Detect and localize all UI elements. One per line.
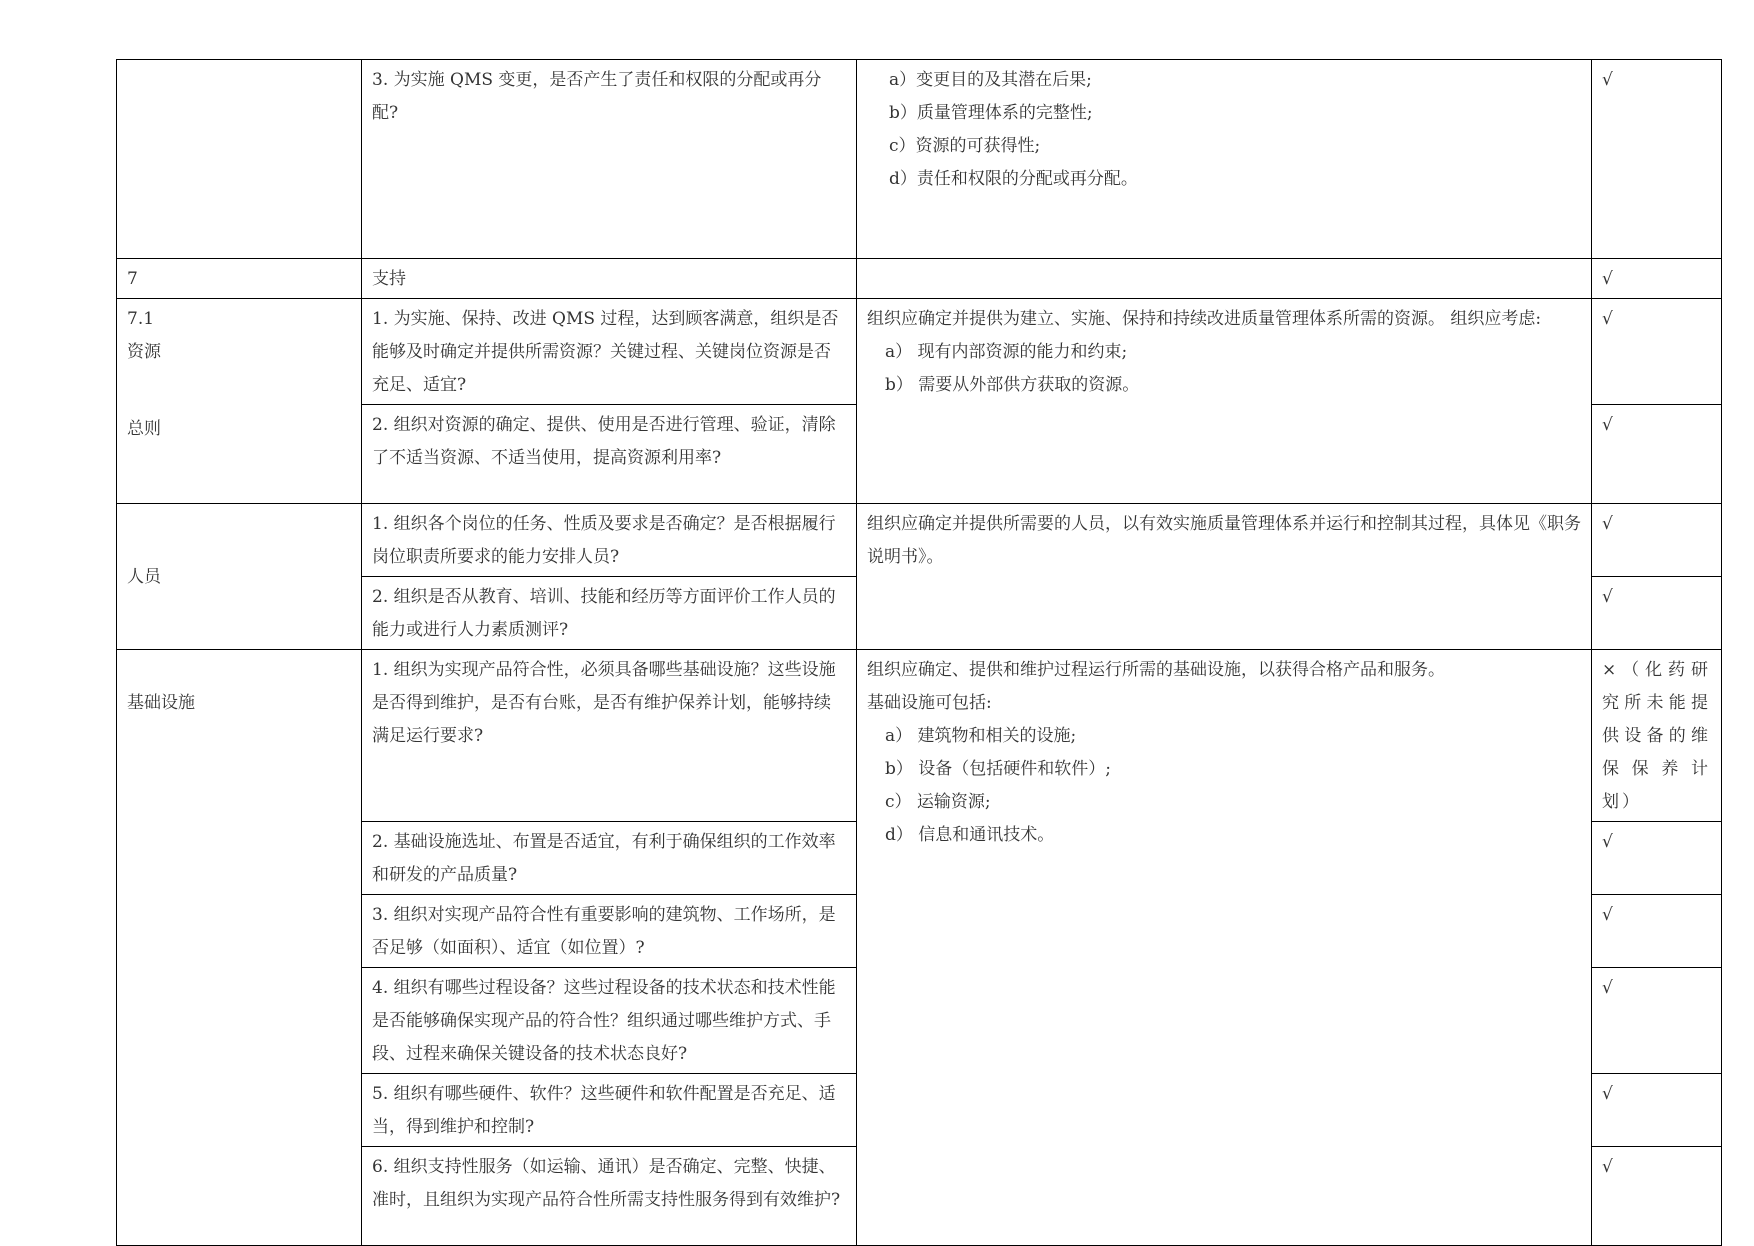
spacer — [127, 369, 351, 413]
check-mark: √ — [1592, 504, 1722, 577]
requirement-item: d） 信息和通讯技术。 — [885, 825, 1055, 845]
question-cell: 1. 组织为实现产品符合性，必须具备哪些基础设施？这些设施是否得到维护，是否有台账，是否有维护保养计划，能够持续满足运行要求? — [362, 650, 857, 822]
check-mark: √ — [1592, 259, 1722, 299]
requirement-intro: 基础设施可包括: — [867, 693, 992, 713]
clause-number: 7.1 — [127, 309, 155, 329]
check-mark: √ — [1592, 1147, 1722, 1246]
question-cell: 6. 组织支持性服务（如运输、通讯）是否确定、完整、快捷、准时，且组织为实现产品符合性所需支持性服务得到有效维护? — [362, 1147, 857, 1246]
question-cell: 2. 组织是否从教育、培训、技能和经历等方面评价工作人员的能力或进行人力素质测评? — [362, 577, 857, 650]
requirement-cell — [857, 650, 1592, 1246]
table-row — [117, 299, 1722, 405]
requirement-item: b） 设备（包括硬件和软件）; — [885, 759, 1112, 779]
clause-number: 7 — [117, 259, 362, 299]
question-cell: 2. 组织对资源的确定、提供、使用是否进行管理、验证，清除了不适当资源、不适当使用，提高资源利用率? — [362, 405, 857, 504]
check-mark: √ — [1592, 60, 1722, 259]
requirement-item: d）责任和权限的分配或再分配。 — [889, 169, 1138, 189]
requirement-item: a） 现有内部资源的能力和约束; — [885, 342, 1128, 362]
clause-title: 资源 — [127, 342, 161, 362]
check-mark: ×（化药研究所未能提供设备的维保保养计划） — [1592, 650, 1722, 822]
requirement-item: a） 建筑物和相关的设施; — [885, 726, 1077, 746]
table-row — [117, 504, 1722, 577]
clause-cell — [117, 650, 362, 1246]
requirement-item: a）变更目的及其潜在后果; — [889, 70, 1092, 90]
check-mark: √ — [1592, 577, 1722, 650]
requirement-intro: 组织应确定、提供和维护过程运行所需的基础设施，以获得合格产品和服务。 — [867, 660, 1445, 680]
requirement-cell — [857, 299, 1592, 504]
check-mark: √ — [1592, 299, 1722, 405]
clause-subtitle: 总则 — [127, 419, 161, 439]
requirement-cell — [857, 259, 1592, 299]
requirement-cell: 组织应确定并提供所需要的人员，以有效实施质量管理体系并运行和控制其过程，具体见《职务说明书》。 — [857, 504, 1592, 650]
question-cell: 2. 基础设施选址、布置是否适宜，有利于确保组织的工作效率和研发的产品质量? — [362, 822, 857, 895]
check-mark: √ — [1592, 405, 1722, 504]
requirement-item: b）质量管理体系的完整性; — [889, 103, 1093, 123]
requirement-item: c） 运输资源; — [885, 792, 991, 812]
table-row — [117, 650, 1722, 822]
check-mark: √ — [1592, 968, 1722, 1074]
question-cell: 3. 为实施 QMS 变更，是否产生了责任和权限的分配或再分配? — [362, 60, 857, 259]
question-cell: 3. 组织对实现产品符合性有重要影响的建筑物、工作场所，是否足够（如面积）、适宜（如位置）? — [362, 895, 857, 968]
check-mark: √ — [1592, 1074, 1722, 1147]
check-mark: √ — [1592, 895, 1722, 968]
requirement-intro: 组织应确定并提供为建立、实施、保持和持续改进质量管理体系所需的资源。 组织应考虑: — [867, 309, 1542, 329]
question-cell: 4. 组织有哪些过程设备？这些过程设备的技术状态和技术性能是否能够确保实现产品的符合性？组织通过哪些维护方式、手段、过程来确保关键设备的技术状态良好? — [362, 968, 857, 1074]
requirement-item: c）资源的可获得性; — [889, 136, 1041, 156]
question-cell: 5. 组织有哪些硬件、软件？这些硬件和软件配置是否充足、适当，得到维护和控制? — [362, 1074, 857, 1147]
clause-cell — [117, 299, 362, 504]
question-cell: 1. 组织各个岗位的任务、性质及要求是否确定？是否根据履行岗位职责所要求的能力安排人员? — [362, 504, 857, 577]
check-mark: √ — [1592, 822, 1722, 895]
audit-checklist-table — [116, 59, 1722, 1246]
table-row — [117, 60, 1722, 259]
requirement-cell — [857, 60, 1592, 259]
clause-title: 人员 — [117, 504, 362, 650]
table-row — [117, 259, 1722, 299]
requirement-item: b） 需要从外部供方获取的资源。 — [885, 375, 1140, 395]
question-cell: 1. 为实施、保持、改进 QMS 过程，达到顾客满意，组织是否能够及时确定并提供所需资源？关键过程、关键岗位资源是否充足、适宜? — [362, 299, 857, 405]
clause-cell — [117, 60, 362, 259]
spacer — [127, 654, 351, 687]
clause-title: 支持 — [362, 259, 857, 299]
clause-title: 基础设施 — [127, 693, 195, 713]
